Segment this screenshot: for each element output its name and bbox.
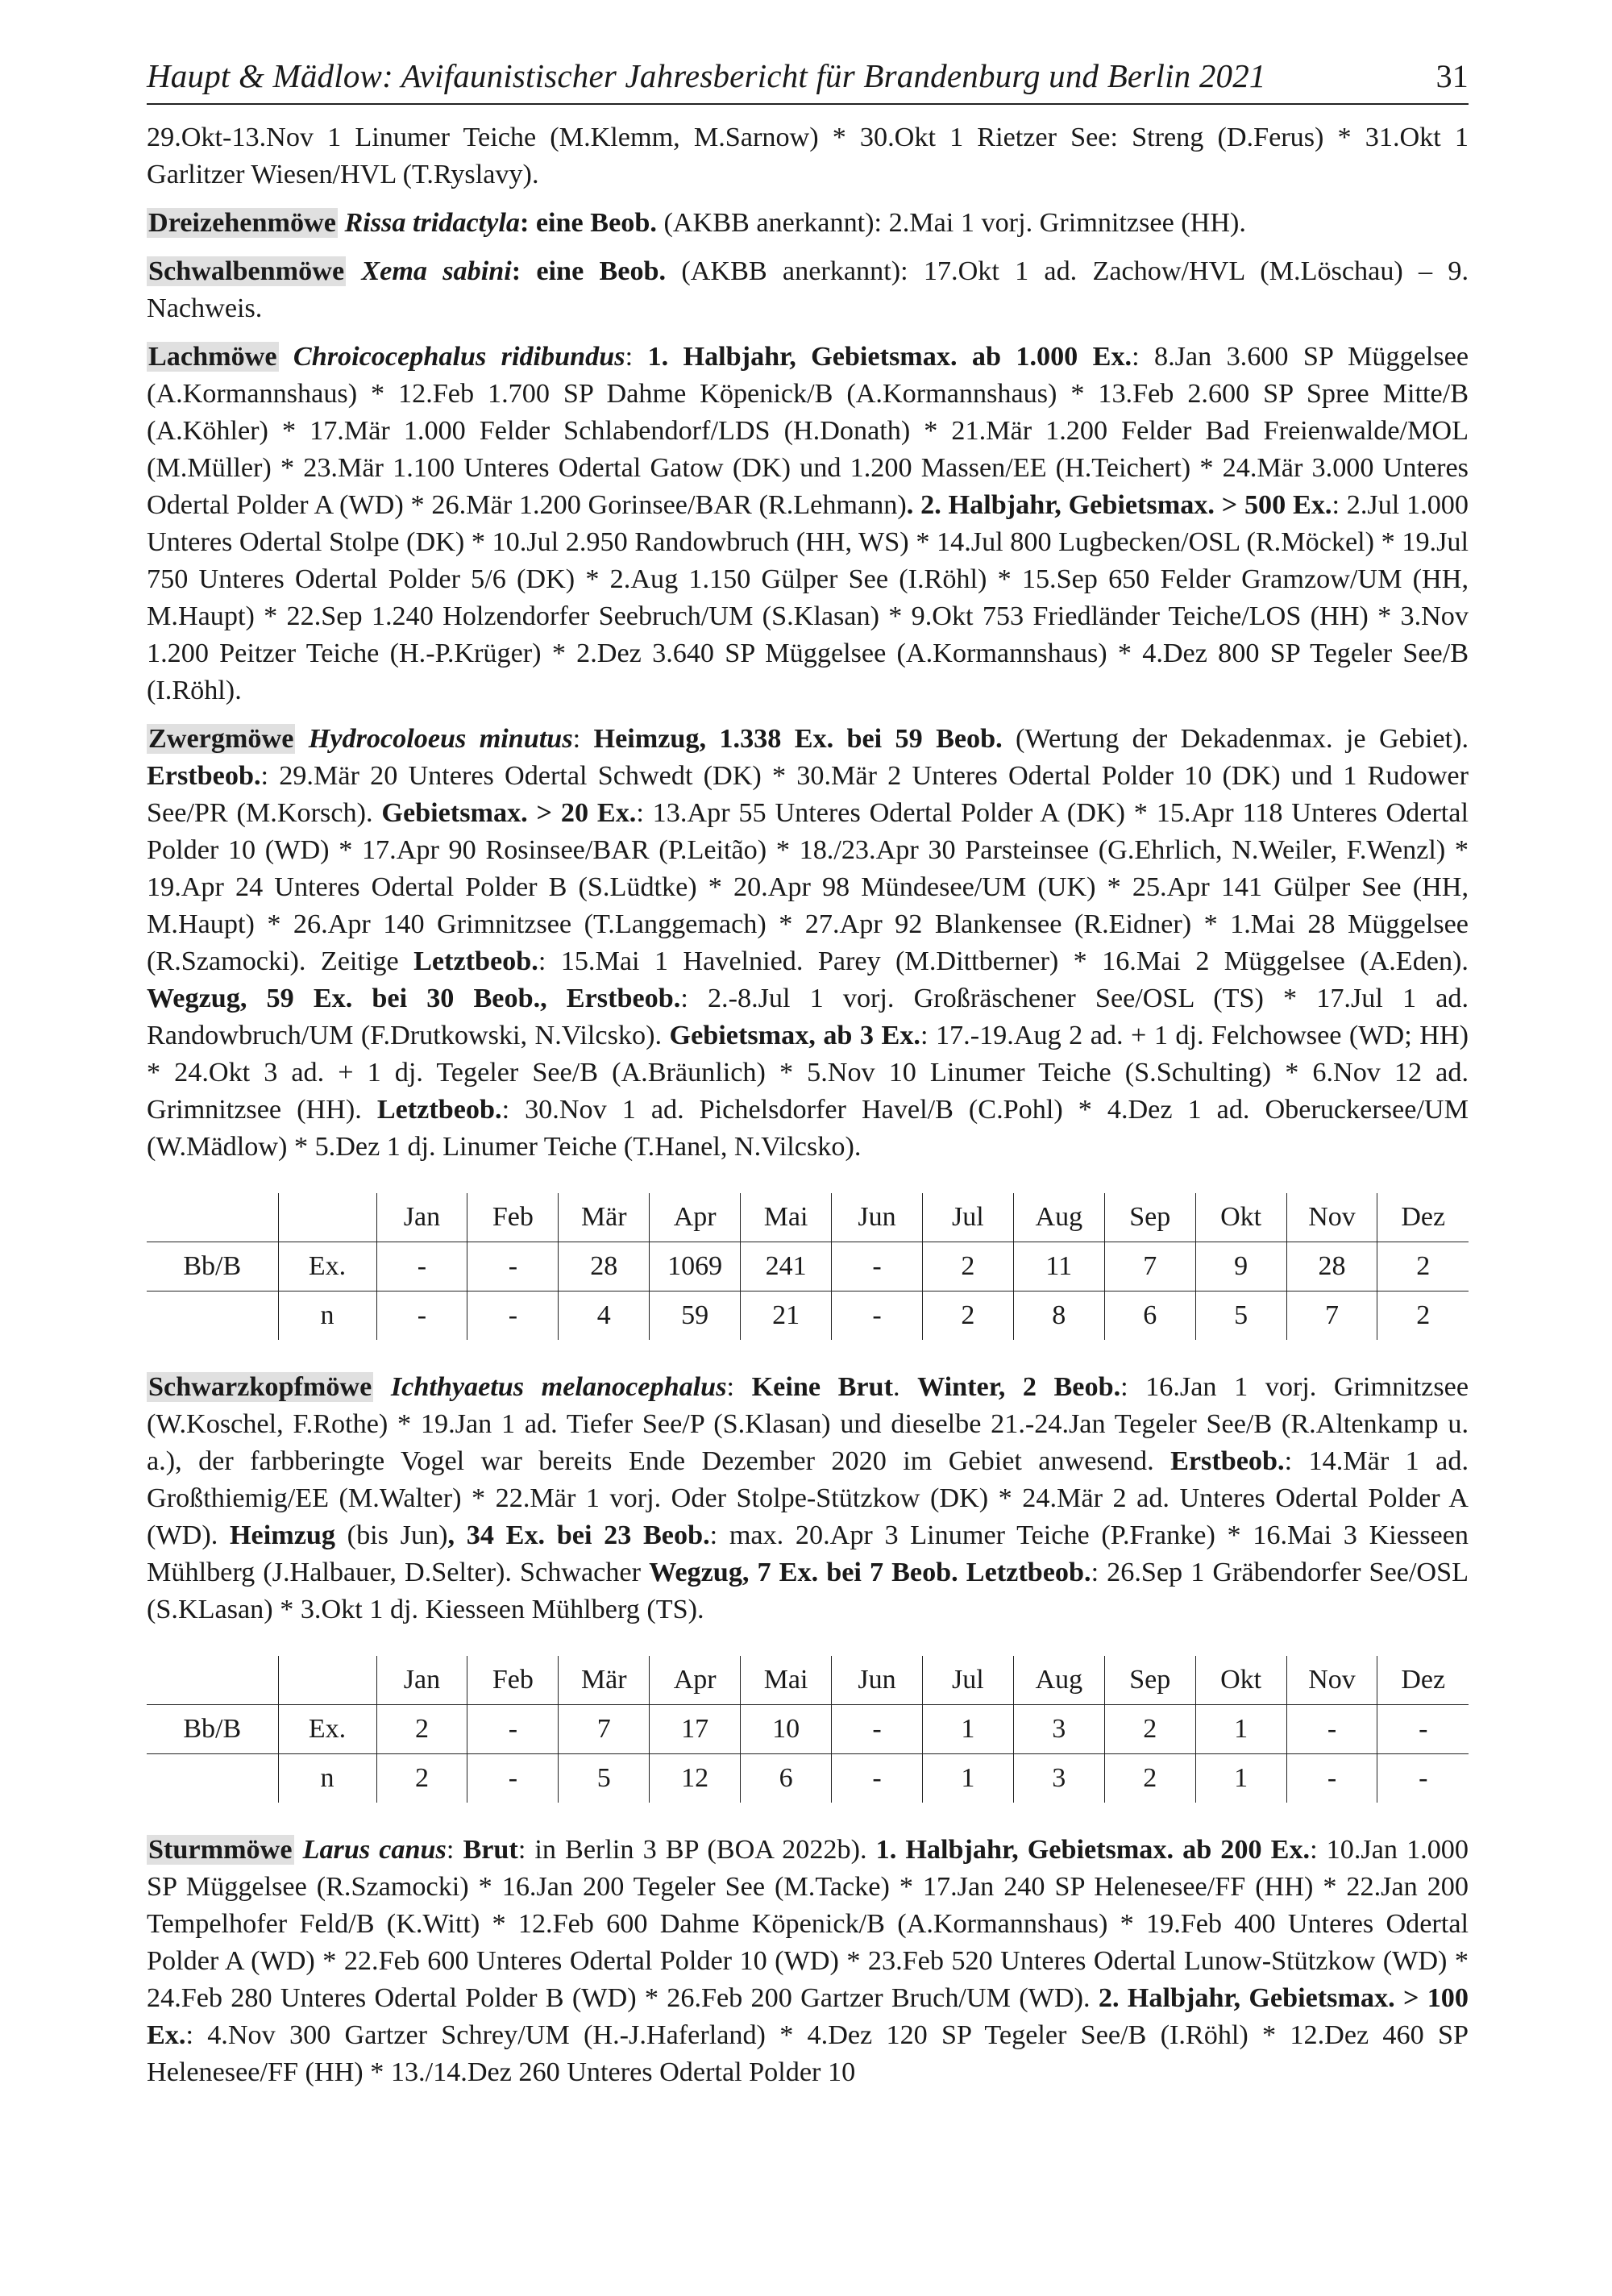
section-heading: , 34 Ex. bei 23 Beob. [447, 1520, 710, 1550]
month-header: Sep [1104, 1656, 1195, 1705]
section-heading: Erstbeob. [147, 761, 261, 791]
table-cell: 2 [922, 1292, 1013, 1341]
table-cell: 1069 [650, 1242, 741, 1292]
entry-text: : 15.Mai 1 Havelnied. Parey (M.Dittberner) * 16.Mai 2 Müggelsee (A.Eden). [538, 946, 1469, 976]
entry-lead: : eine Beob. [519, 208, 657, 238]
month-header: Nov [1286, 1656, 1377, 1705]
table-cell: 2 [376, 1705, 467, 1754]
month-header: Jan [376, 1656, 467, 1705]
running-title: Haupt & Mädlow: Avifaunistischer Jahresbericht für Brandenburg und Berlin 2021 [147, 57, 1266, 94]
month-header: Mär [559, 1656, 650, 1705]
month-header: Aug [1013, 1193, 1104, 1242]
entry-text: : 4.Nov 300 Gartzer Schrey/UM (H.-J.Haferland) * 4.Dez 120 SP Tegeler See/B (I.Röhl) * 12.Dez 460 SP Helenesee/FF (HH) * 13./14.Dez 260 Unteres Odertal Polder 10 [147, 2020, 1469, 2087]
table-cell: 6 [741, 1754, 832, 1803]
table-cell: 59 [650, 1292, 741, 1341]
month-header: Jun [832, 1193, 923, 1242]
section-heading: . 2. Halbjahr, Gebietsmax. > 500 Ex. [906, 490, 1332, 520]
species-name: Sturmmöwe [148, 1835, 293, 1865]
month-header: Mai [741, 1193, 832, 1242]
table-cell: 7 [1286, 1292, 1377, 1341]
section-heading: 2. Halbjahr, Gebietsmax. > 100 Ex. [147, 1983, 1469, 2050]
monthly-table-zwergmoewe [147, 1193, 1469, 1340]
species-name: Schwalbenmöwe [148, 256, 345, 286]
month-header: Sep [1104, 1193, 1195, 1242]
table-cell: 2 [922, 1242, 1013, 1292]
table-cell: 241 [741, 1242, 832, 1292]
entry-text: : 29.Mär 20 Unteres Odertal Schwedt (DK) * 30.Mär 2 Unteres Odertal Polder 10 (DK) und 1 Rudower See/PR (M.Korsch). [147, 761, 1469, 828]
entry-text: (Wertung der Dekadenmax. je Gebiet). [1002, 724, 1469, 754]
scientific-name: Ichthyaetus melanocephalus [390, 1372, 727, 1402]
entry-dreizehenmoewe [147, 205, 1469, 242]
table-row [147, 1705, 1469, 1754]
month-header: Mai [741, 1656, 832, 1705]
month-header: Feb [467, 1656, 559, 1705]
section-heading: 1. Halbjahr, Gebietsmax. ab 200 Ex. [875, 1835, 1311, 1865]
section-heading: 1. Halbjahr, Gebietsmax. ab 1.000 Ex. [647, 342, 1132, 372]
table-cell: 8 [1013, 1292, 1104, 1341]
table-header-row [147, 1656, 1469, 1705]
row-label: Ex. [278, 1242, 376, 1292]
species-name: Lachmöwe [148, 342, 277, 372]
table-cell: - [832, 1754, 923, 1803]
table-cell: 3 [1013, 1705, 1104, 1754]
section-heading: Wegzug, 7 Ex. bei 7 Beob. Letztbeob. [649, 1558, 1091, 1587]
entry-lachmoewe [147, 339, 1469, 709]
table-cell: - [832, 1242, 923, 1292]
table-row [147, 1754, 1469, 1803]
section-heading: Erstbeob. [1170, 1446, 1285, 1476]
month-header: Mär [559, 1193, 650, 1242]
report-body [147, 119, 1469, 2091]
section-heading: Letztbeob. [413, 946, 538, 976]
month-header: Jun [832, 1656, 923, 1705]
table-cell: 2 [1104, 1754, 1195, 1803]
scientific-name: Hydrocoloeus minutus [308, 724, 573, 754]
table-cell: 7 [1104, 1242, 1195, 1292]
table-cell: 1 [922, 1754, 1013, 1803]
entry-lead: : eine Beob. [511, 256, 667, 286]
separator: : [625, 342, 648, 372]
section-heading: Brut [463, 1835, 518, 1865]
table-cell: 17 [650, 1705, 741, 1754]
month-header: Aug [1013, 1656, 1104, 1705]
table-cell: 2 [1416, 1300, 1431, 1330]
species-name: Schwarzkopfmöwe [148, 1372, 372, 1402]
section-heading: Winter, 2 Beob. [917, 1372, 1121, 1402]
entry-text: . [892, 1372, 918, 1402]
table-cell: - [376, 1292, 467, 1341]
section-heading: Gebietsmax, ab 3 Ex. [669, 1021, 920, 1050]
month-header: Apr [650, 1193, 741, 1242]
entry-text: : 16.Jan 1 vorj. Grimnitzsee (W.Koschel, F.Rothe) * 19.Jan 1 ad. Tiefer See/P (S.Klasan) und dieselbe 21.-24.Jan Tegeler See/B (R.Altenkamp u. a.), der farbberingte Vogel war bereits Ende Dezember 2020 im Gebiet anwesend. [147, 1372, 1469, 1476]
region-cell: Bb/B [147, 1242, 278, 1292]
entry-text: : max. 20.Apr 3 Linumer Teiche (P.Franke) * 16.Mai 3 Kiesseen Mühlberg (J.Halbauer, D.Selter). Schwacher [147, 1520, 1469, 1587]
row-label: Ex. [278, 1705, 376, 1754]
table-row [147, 1242, 1469, 1292]
scientific-name: Chroicocephalus ridibundus [293, 342, 625, 372]
table-row [147, 1292, 1469, 1341]
table-cell: 28 [1286, 1242, 1377, 1292]
table-cell: - [467, 1242, 559, 1292]
table-cell: 12 [650, 1754, 741, 1803]
page [147, 56, 1469, 2103]
section-heading: Wegzug, 59 Ex. bei 30 Beob., Erstbeob. [147, 984, 681, 1013]
table-cell: - [1286, 1705, 1377, 1754]
table-cell: - [832, 1705, 923, 1754]
entry-text: : 30.Nov 1 ad. Pichelsdorfer Havel/B (C.Pohl) * 4.Dez 1 ad. Oberuckersee/UM (W.Mädlow) * 5.Dez 1 dj. Linumer Teiche (T.Hanel, N.Vilcsko). [147, 1095, 1469, 1162]
month-header: Okt [1195, 1656, 1286, 1705]
month-header: Okt [1195, 1193, 1286, 1242]
entry-zwergmoewe [147, 721, 1469, 1166]
table-cell: 10 [741, 1705, 832, 1754]
entry-text: : 13.Apr 55 Unteres Odertal Polder A (DK) * 15.Apr 118 Unteres Odertal Polder 10 (WD) * 17.Apr 90 Rosinsee/BAR (P.Leitão) * 18./23.Apr 30 Parsteinsee (G.Ehrlich, N.Weiler, F.Wenzl) * 19.Apr 24 Unteres Odertal Polder B (S.Lüdtke) * 20.Apr 98 Mündesee/UM (UK) * 25.Apr 141 Gülper See (HH, M.Haupt) * 26.Apr 140 Grimnitzsee (T.Langgemach) * 27.Apr 92 Blankensee (R.Eidner) * 1.Mai 28 Müggelsee (R.Szamocki). Zeitige [147, 798, 1469, 976]
region-cell: Bb/B [147, 1705, 278, 1754]
table-cell: - [832, 1292, 923, 1341]
month-header: Nov [1286, 1193, 1377, 1242]
page-number: 31 [1435, 58, 1469, 94]
entry-text: : in Berlin 3 BP (BOA 2022b). [517, 1835, 876, 1865]
month-header: Dez [1377, 1656, 1469, 1705]
entry-text: : 14.Mär 1 ad. Großthiemig/EE (M.Walter) * 22.Mär 1 vorj. Oder Stolpe-Stützkow (DK) * 24.Mär 2 ad. Unteres Odertal Polder A (WD). [147, 1446, 1469, 1550]
entry-text: : 2.-8.Jul 1 vorj. Großräschener See/OSL (TS) * 17.Jul 1 ad. Randowbruch/UM (F.Drutkowski, N.Vilcsko). [147, 984, 1469, 1050]
table-cell: 3 [1013, 1754, 1104, 1803]
entry-text: : 26.Sep 1 Gräbendorfer See/OSL (S.KLasan) * 3.Okt 1 dj. Kiesseen Mühlberg (TS). [147, 1558, 1469, 1624]
intro-paragraph [147, 119, 1469, 193]
month-header: Feb [467, 1193, 559, 1242]
table-cell: 1 [1195, 1705, 1286, 1754]
entry-text: : 2.Jul 1.000 Unteres Odertal Stolpe (DK) * 10.Jul 2.950 Randowbruch (HH, WS) * 14.Jul 800 Lugbecken/OSL (R.Möckel) * 19.Jul 750 Unteres Odertal Polder 5/6 (DK) * 2.Aug 1.150 Gülper See (I.Röhl) * 15.Sep 650 Felder Gramzow/UM (HH, M.Haupt) * 22.Sep 1.240 Holzendorfer Seebruch/UM (S.Klasan) * 9.Okt 753 Friedländer Teiche/LOS (HH) * 3.Nov 1.200 Peitzer Teiche (H.-P.Krüger) * 2.Dez 3.640 SP Müggelsee (A.Kormannshaus) * 4.Dez 800 SP Tegeler See/B (I.Röhl). [147, 490, 1469, 705]
section-heading: Letztbeob. [376, 1095, 502, 1125]
month-header: Dez [1377, 1193, 1469, 1242]
table-cell: 9 [1195, 1242, 1286, 1292]
table-header-row [147, 1193, 1469, 1242]
entry-sturmmoewe [147, 1832, 1469, 2091]
scientific-name: Larus canus [302, 1835, 447, 1865]
entry-text: : 10.Jan 1.000 SP Müggelsee (R.Szamocki) * 16.Jan 200 Tegeler See (M.Tacke) * 17.Jan 240 SP Helenesee/FF (HH) * 22.Jan 200 Tempelhofer Feld/B (K.Witt) * 12.Feb 600 Dahme Köpenick/B (A.Kormannshaus) * 19.Feb 400 Unteres Odertal Polder A (WD) * 22.Feb 600 Unteres Odertal Polder 10 (WD) * 23.Feb 520 Unteres Odertal Lunow-Stützkow (WD) * 24.Feb 280 Unteres Odertal Polder B (WD) * 26.Feb 200 Gartzer Bruch/UM (WD). [147, 1835, 1469, 2013]
entry-text: (bis Jun) [335, 1520, 448, 1550]
table-cell: 5 [1195, 1292, 1286, 1341]
table-cell: 11 [1013, 1242, 1104, 1292]
month-header: Jul [922, 1656, 1013, 1705]
table-cell: - [467, 1754, 559, 1803]
table-cell: 6 [1104, 1292, 1195, 1341]
table-cell: - [1377, 1705, 1469, 1754]
table-cell: - [467, 1292, 559, 1341]
month-header: Jan [376, 1193, 467, 1242]
separator: : [572, 724, 594, 754]
section-heading: Keine Brut [751, 1372, 893, 1402]
entry-text: : 17.-19.Aug 2 ad. + 1 dj. Felchowsee (WD; HH) * 24.Okt 3 ad. + 1 dj. Tegeler See/B (A.Bräunlich) * 5.Nov 10 Linumer Teiche (S.Schulting) * 6.Nov 12 ad. Grimnitzsee (HH). [147, 1021, 1469, 1125]
row-label: n [278, 1292, 376, 1341]
table-cell: 2 [1104, 1705, 1195, 1754]
table-cell: - [1419, 1763, 1428, 1793]
section-heading: Gebietsmax. > 20 Ex. [381, 798, 637, 828]
separator: : [446, 1835, 463, 1865]
entry-text: (AKBB anerkannt): 17.Okt 1 ad. Zachow/HVL (M.Löschau) – 9. Nachweis. [147, 256, 1469, 323]
table-cell: 2 [376, 1754, 467, 1803]
scientific-name: Rissa tridactyla [344, 208, 520, 238]
row-label: n [278, 1754, 376, 1803]
scientific-name: Xema sabini [361, 256, 512, 286]
table-cell: - [1286, 1754, 1377, 1803]
table-cell: 4 [559, 1292, 650, 1341]
table-cell: 5 [559, 1754, 650, 1803]
species-name: Dreizehenmöwe [148, 208, 336, 238]
table-cell: 1 [1195, 1754, 1286, 1803]
species-name: Zwergmöwe [148, 724, 294, 754]
month-header: Apr [650, 1656, 741, 1705]
running-header [147, 56, 1469, 105]
table-cell: - [467, 1705, 559, 1754]
entry-text: (AKBB anerkannt): 2.Mai 1 vorj. Grimnitzsee (HH). [656, 208, 1246, 238]
entry-schwarzkopfmoewe [147, 1369, 1469, 1628]
table-cell: - [376, 1242, 467, 1292]
month-header: Jul [922, 1193, 1013, 1242]
entry-text: : 8.Jan 3.600 SP Müggelsee (A.Kormannshaus) * 12.Feb 1.700 SP Dahme Köpenick/B (A.Kormannshaus) * 13.Feb 2.600 SP Spree Mitte/B (A.Köhler) * 17.Mär 1.000 Felder Schlabendorf/LDS (H.Donath) * 21.Mär 1.200 Felder Bad Freienwalde/MOL (M.Müller) * 23.Mär 1.100 Unteres Odertal Gatow (DK) und 1.200 Massen/EE (H.Teichert) * 24.Mär 3.000 Unteres Odertal Polder A (WD) * 26.Mär 1.200 Gorinsee/BAR (R.Lehmann) [147, 342, 1469, 520]
table-cell: 28 [559, 1242, 650, 1292]
table-cell: 1 [922, 1705, 1013, 1754]
entry-schwalbenmoewe [147, 253, 1469, 327]
monthly-table-schwarzkopfmoewe [147, 1656, 1469, 1803]
table-cell: 21 [741, 1292, 832, 1341]
separator: : [726, 1372, 752, 1402]
intro-text: 29.Okt-13.Nov 1 Linumer Teiche (M.Klemm, M.Sarnow) * 30.Okt 1 Rietzer See: Streng (D.Ferus) * 31.Okt 1 Garlitzer Wiesen/HVL (T.Ryslavy). [147, 123, 1469, 189]
table-cell: 2 [1377, 1242, 1469, 1292]
section-heading: Heimzug, 1.338 Ex. bei 59 Beob. [593, 724, 1003, 754]
table-cell: 7 [559, 1705, 650, 1754]
section-heading: Heimzug [229, 1520, 335, 1550]
